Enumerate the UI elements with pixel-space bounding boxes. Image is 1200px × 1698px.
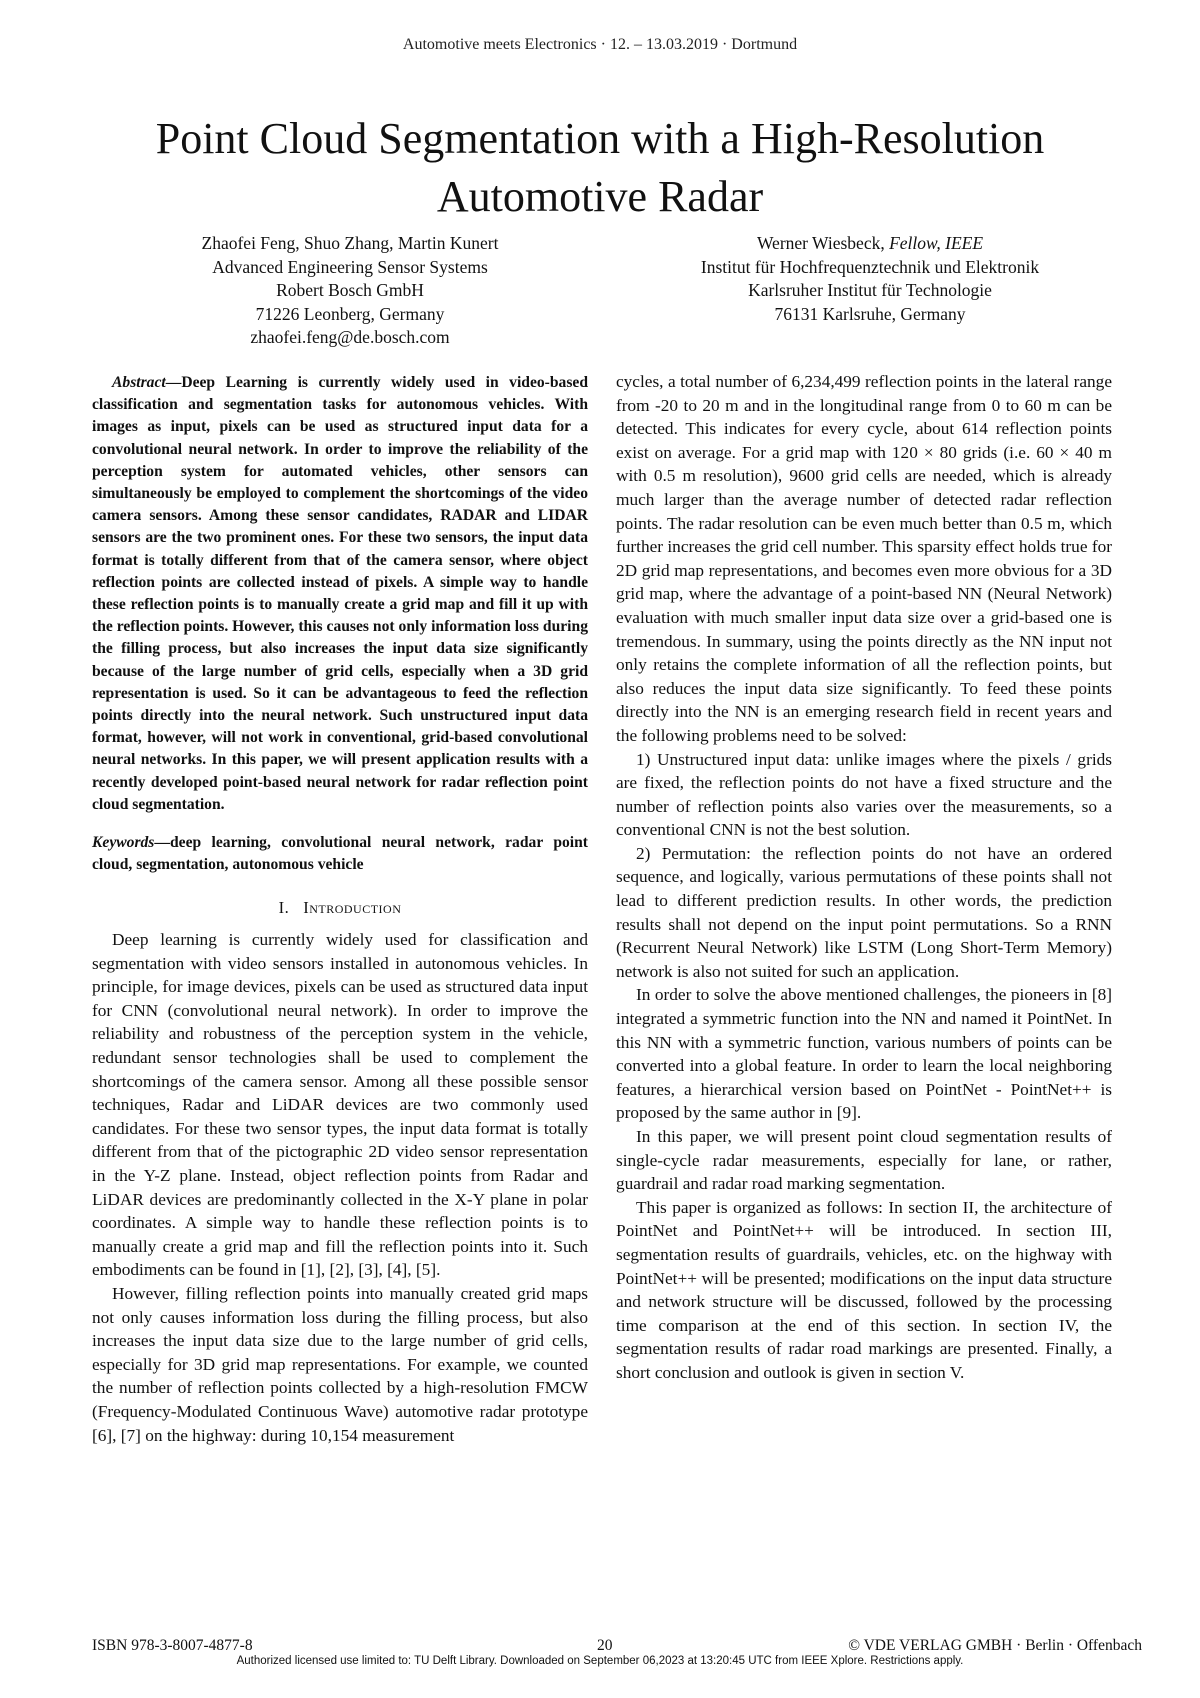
keywords-lead: Keywords <box>92 834 155 852</box>
section-heading-introduction <box>92 896 588 920</box>
author-city: 76131 Karlsruhe, Germany <box>774 303 966 324</box>
paragraph: However, filling reflection points into manually created grid maps not only causes information loss during the filling process, but also increases the input data size due to the large number of grid cells, especially for 3D grid map representations. For example, we counted the number of reflection points collected by a high-resolution FMCW (Frequency-Modulated Continuous Wave) automotive radar prototype [6], [7] on the highway: during 10,154 measurement <box>92 1283 588 1445</box>
section-title: Introduction <box>303 898 402 918</box>
running-head: Automotive meets Electronics · 12. – 13.03.2019 · Dortmund <box>402 36 798 53</box>
paragraph: 1) Unstructured input data: unlike images where the pixels / grids are fixed, the reflection points do not have a fixed structure and the number of reflection points also varies over the measurements, so a conventional CNN is not the best solution. <box>616 749 1112 840</box>
footer-publisher: © VDE VERLAG GMBH · Berlin · Offenbach <box>848 1637 1142 1654</box>
section-number: I. <box>278 898 290 918</box>
title-line-2: Automotive Radar <box>436 172 764 221</box>
author-block-right <box>640 232 1100 326</box>
keywords <box>92 832 588 876</box>
license-notice: Authorized licensed use limited to: TU Delft Library. Downloaded on September 06,2023 at 13:20:45 UTC from IEEE Xplore. Restrictions apply. <box>236 1655 964 1667</box>
author-department: Institut für Hochfrequenztechnik und Elektronik <box>700 256 1040 277</box>
author-name: Werner Wiesbeck, <box>756 233 890 253</box>
paragraph: Deep learning is currently widely used for classification and segmentation with video sensors installed in autonomous vehicles. In principle, for image devices, pixels can be used as structured data input for CNN (convolutional neural network). In order to improve the reliability and robustness of the perception system in the vehicle, redundant sensor technologies shall be used to complement the shortcomings of the camera sensor. Among all these possible sensor techniques, Radar and LiDAR devices are two commonly used candidates. For these two sensor types, the input data format is totally different from that of the pictographic 2D video sensor representation in the Y-Z plane. Instead, object reflection points from Radar and LiDAR devices are predominantly collected in the X-Y plane in polar coordinates. A simple way to handle these reflection points is to manually create a grid map and fill the reflection points into it. Such embodiments can be found in [1], [2], [3], [4], [5]. <box>92 930 588 1280</box>
title-line-1: Point Cloud Segmentation with a High-Resolution <box>155 114 1045 163</box>
author-organization: Robert Bosch GmbH <box>276 280 424 300</box>
paragraph: In this paper, we will present point cloud segmentation results of single-cycle radar measurements, especially for lane, or rather, guardrail and radar road marking segmentation. <box>616 1127 1112 1194</box>
left-column <box>92 372 588 1447</box>
abstract-text: —Deep Learning is currently widely used in video-based classification and segmentation tasks for autonomous vehicles. With images as input, pixels can be used as structured input data for a convolutional neural network. In order to improve the reliability of the perception system for automated vehicles, other sensors can simultaneously be employed to complement the shortcomings of the video camera sensors. Among these sensor candidates, RADAR and LIDAR sensors are the two prominent ones. For these two sensors, the input data format is totally different from that of the camera sensor, where object reflection points are collected instead of pixels. A simple way to handle these reflection points is to manually create a grid map and fill it up with the reflection points. However, this causes not only information loss during the filling process, but also increases the input data size significantly because of the large number of grid cells, especially when a 3D grid representation is used. So it can be advantageous to feed the reflection points directly into the neural network. Such unstructured input data format, however, will not work in conventional, grid-based convolutional neural networks. In this paper, we will present application results with a recently developed point-based neural network for radar reflection point cloud segmentation. <box>92 374 588 813</box>
footer-page-number: 20 <box>597 1637 613 1654</box>
paragraph: 2) Permutation: the reflection points do not have an ordered sequence, and logically, various permutations of these points shall not lead to different prediction results. In other words, the prediction results shall not depend on the input point permutations. So a RNN (Recurrent Neural Network) like LSTM (Long Short-Term Memory) network is also not suited for such an application. <box>616 843 1112 981</box>
keywords-text: —deep learning, convolutional neural network, radar point cloud, segmentation, autonomous vehicle <box>92 834 588 874</box>
author-names: Zhaofei Feng, Shuo Zhang, Martin Kunert <box>201 233 499 253</box>
author-organization: Karlsruher Institut für Technologie <box>748 280 992 300</box>
footer-isbn: ISBN 978-3-8007-4877-8 <box>92 1637 253 1654</box>
author-department: Advanced Engineering Sensor Systems <box>212 256 488 277</box>
paragraph: This paper is organized as follows: In section II, the architecture of PointNet and PointNet++ will be introduced. In section III, segmentation results of guardrails, vehicles, etc. on the highway with PointNet++ will be presented; modifications on the input data structure and network structure will be discussed, followed by the processing time comparison at the end of this section. In section IV, the segmentation results of radar road markings are presented. Finally, a short conclusion and outlook is given in section V. <box>616 1197 1112 1382</box>
author-name-line <box>640 232 1100 256</box>
paragraph: In order to solve the above mentioned challenges, the pioneers in [8] integrated a symmetric function into the NN and named it PointNet. In this NN with a symmetric function, various numbers of points can be converted into a global feature. In order to learn the local neighboring features, a hierarchical version based on PointNet - PointNet++ is proposed by the same author in [9]. <box>616 985 1112 1123</box>
paper-title <box>60 110 1140 226</box>
author-city: 71226 Leonberg, Germany <box>255 303 445 324</box>
author-honor: Fellow, IEEE <box>889 233 984 253</box>
author-block-left <box>120 232 580 350</box>
abstract <box>92 372 588 816</box>
right-column <box>616 370 1112 1385</box>
abstract-lead: Abstract <box>112 374 166 391</box>
paragraph: cycles, a total number of 6,234,499 reflection points in the lateral range from -20 to 20 m and in the longitudinal range from 0 to 60 m can be detected. This indicates for every cycle, about 614 reflection points exist on average. For a grid map with 120 × 80 grids (i.e. 60 × 40 m with 0.5 m resolution), 9600 grid cells are needed, which is already much larger than the average number of detected radar reflection points. The radar resolution can be even much better than 0.5 m, which further increases the grid cell number. This sparsity effect holds true for 2D grid map representations, and becomes even more obvious for a 3D grid map, where the advantage of a point-based NN (Neural Network) evaluation with much smaller input data size over a grid-based one is tremendous. In summary, using the points directly as the NN input not only retains the complete information of all the reflection points, but also reduces the input data size significantly. To feed these points directly into the NN is an emerging research field in recent years and the following problems need to be solved: <box>616 372 1112 745</box>
author-email: zhaofei.feng@de.bosch.com <box>250 327 450 347</box>
